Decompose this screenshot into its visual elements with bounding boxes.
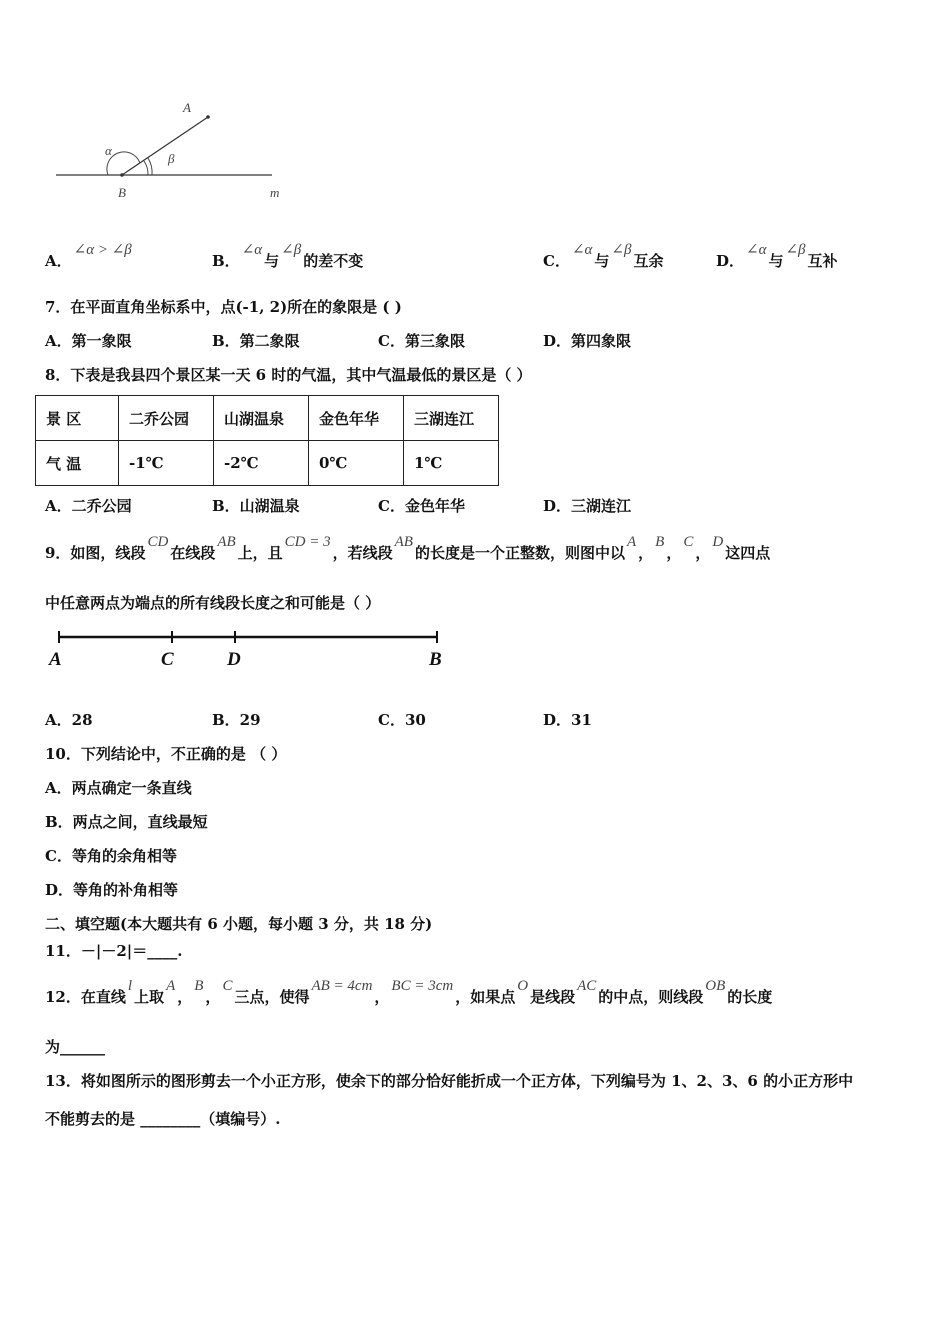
segment-figure	[45, 625, 465, 675]
q12-text: 的中点，则线段	[598, 988, 704, 1006]
option-connector: 与	[768, 252, 784, 270]
table-cell: 气 温	[36, 441, 119, 486]
math-cd-eq: CD = 3	[284, 534, 331, 550]
option-text: 互余	[633, 252, 664, 270]
label-a: A	[183, 100, 191, 115]
q7-option-d[interactable]: D．第四象限	[543, 332, 632, 350]
option-connector: 与	[594, 252, 610, 270]
math-a: A	[626, 534, 637, 550]
q8-option-b[interactable]: B．山湖温泉	[212, 497, 300, 515]
segment-label-a: A	[49, 649, 62, 670]
q6-option-a[interactable]	[45, 242, 134, 271]
arc-beta-2	[148, 158, 152, 175]
q8-option-c[interactable]: C．金色年华	[378, 497, 465, 515]
separator: ，	[374, 988, 390, 1006]
q13-stem-line2: 不能剪去的是 ________（填编号）.	[45, 1110, 281, 1128]
math-b: B	[655, 534, 665, 550]
table-row	[36, 441, 499, 486]
separator: ，	[666, 544, 682, 562]
separator: ，	[638, 544, 654, 562]
math-ac: AC	[577, 978, 597, 994]
math-ab: AB	[217, 534, 236, 550]
q7-option-a[interactable]: A．第一象限	[45, 332, 132, 350]
math-ob: OB	[705, 978, 726, 994]
math-a: A	[166, 978, 176, 994]
math-bc-eq: BC = 3cm	[391, 978, 454, 994]
q6-option-d[interactable]	[716, 242, 838, 271]
q8-option-a[interactable]: A．二乔公园	[45, 497, 132, 515]
q12-text: 12．在直线	[45, 988, 126, 1006]
table-cell: 金色年华	[309, 396, 404, 441]
q10-option-b[interactable]: B．两点之间，直线最短	[45, 813, 208, 831]
math-ab: AB	[394, 534, 413, 550]
q9-text: 9．如图，线段	[45, 544, 146, 562]
math-cd: CD	[147, 534, 169, 550]
separator: ，	[205, 988, 221, 1006]
table-cell: 三湖连江	[404, 396, 499, 441]
option-math: ∠α	[746, 242, 767, 258]
table-cell: 山湖温泉	[214, 396, 309, 441]
option-text: 的差不变	[303, 252, 364, 270]
option-letter: B．	[212, 252, 240, 270]
math-l: l	[127, 978, 133, 994]
math-ab-eq: AB = 4cm	[311, 978, 373, 994]
q9-stem-line2: 中任意两点为端点的所有线段长度之和可能是（ ）	[45, 594, 381, 612]
q8-stem: 8．下表是我县四个景区某一天 6 时的气温，其中气温最低的景区是（ ）	[45, 366, 532, 384]
q12-text: 三点，使得	[234, 988, 310, 1006]
q9-option-b[interactable]: B．29	[212, 711, 261, 729]
point-b	[120, 173, 124, 177]
q7-stem: 7．在平面直角坐标系中，点(-1, 2)所在的象限是 ( )	[45, 298, 402, 316]
label-alpha: α	[105, 143, 112, 158]
table-cell: -1℃	[119, 441, 214, 486]
point-a	[206, 115, 210, 119]
segment-label-c: C	[161, 649, 174, 670]
temperature-table	[35, 395, 499, 486]
q9-option-c[interactable]: C．30	[378, 711, 426, 729]
q10-stem: 10．下列结论中，不正确的是 （ ）	[45, 745, 287, 763]
option-letter: C．	[543, 252, 570, 270]
q9-text: ，若线段	[332, 544, 393, 562]
math-o: O	[517, 978, 529, 994]
q12-text: ，如果点	[455, 988, 516, 1006]
label-beta: β	[168, 151, 175, 166]
q6-option-c[interactable]	[543, 242, 664, 271]
q9-text: 在线段	[170, 544, 216, 562]
q13-stem-line1: 13．将如图所示的图形剪去一个小正方形，使余下的部分恰好能折成一个正方体，下列编号为 1、2、3、6 的小正方形中	[45, 1072, 854, 1090]
option-math: ∠β	[281, 242, 302, 258]
option-math: ∠α > ∠β	[73, 242, 132, 258]
label-m: m	[270, 185, 280, 200]
q12-text: 是线段	[530, 988, 576, 1006]
math-d: D	[712, 534, 724, 550]
q9-text: 上，且	[237, 544, 283, 562]
arc-alpha	[107, 152, 140, 175]
separator: ，	[177, 988, 193, 1006]
table-cell: 二乔公园	[119, 396, 214, 441]
math-c: C	[683, 534, 694, 550]
segment-label-b: B	[429, 649, 442, 670]
q7-option-c[interactable]: C．第三象限	[378, 332, 465, 350]
option-math: ∠β	[611, 242, 632, 258]
ray-ba	[122, 117, 208, 175]
option-math: ∠β	[785, 242, 806, 258]
q9-stem-line1	[45, 534, 771, 563]
table-cell: 景 区	[36, 396, 119, 441]
q12-stem-line1	[45, 978, 773, 1007]
section-title: 二、填空题(本大题共有 6 小题，每小题 3 分，共 18 分)	[45, 915, 433, 933]
q12-text: 的长度	[727, 988, 773, 1006]
q10-option-a[interactable]: A．两点确定一条直线	[45, 779, 192, 797]
q7-option-b[interactable]: B．第二象限	[212, 332, 300, 350]
arc-beta	[144, 161, 148, 175]
table-row	[36, 396, 499, 441]
segment-label-d: D	[227, 649, 241, 670]
q10-option-c[interactable]: C．等角的余角相等	[45, 847, 177, 865]
label-b: B	[118, 185, 126, 200]
option-math: ∠α	[571, 242, 593, 258]
table-cell: 0℃	[309, 441, 404, 486]
q10-option-d[interactable]: D．等角的补角相等	[45, 881, 179, 899]
q9-text: 这四点	[725, 544, 771, 562]
q12-stem-line2: 为______	[45, 1038, 106, 1056]
math-c: C	[222, 978, 233, 994]
math-b: B	[194, 978, 204, 994]
q8-option-d[interactable]: D．三湖连江	[543, 497, 632, 515]
q9-option-a[interactable]: A．28	[45, 711, 93, 729]
q11-stem: 11．－|－2|＝____.	[45, 942, 183, 960]
option-text: 互补	[807, 252, 838, 270]
option-connector: 与	[264, 252, 280, 270]
q9-text: 的长度是一个正整数，则图中以	[414, 544, 625, 562]
table-cell: 1℃	[404, 441, 499, 486]
table-cell: -2℃	[214, 441, 309, 486]
option-letter: A．	[45, 252, 72, 270]
q6-option-b[interactable]	[212, 242, 364, 271]
separator: ，	[695, 544, 711, 562]
option-letter: D．	[716, 252, 745, 270]
angle-figure	[50, 95, 300, 205]
q9-option-d[interactable]: D．31	[543, 711, 592, 729]
q12-text: 上取	[134, 988, 165, 1006]
option-math: ∠α	[241, 242, 263, 258]
